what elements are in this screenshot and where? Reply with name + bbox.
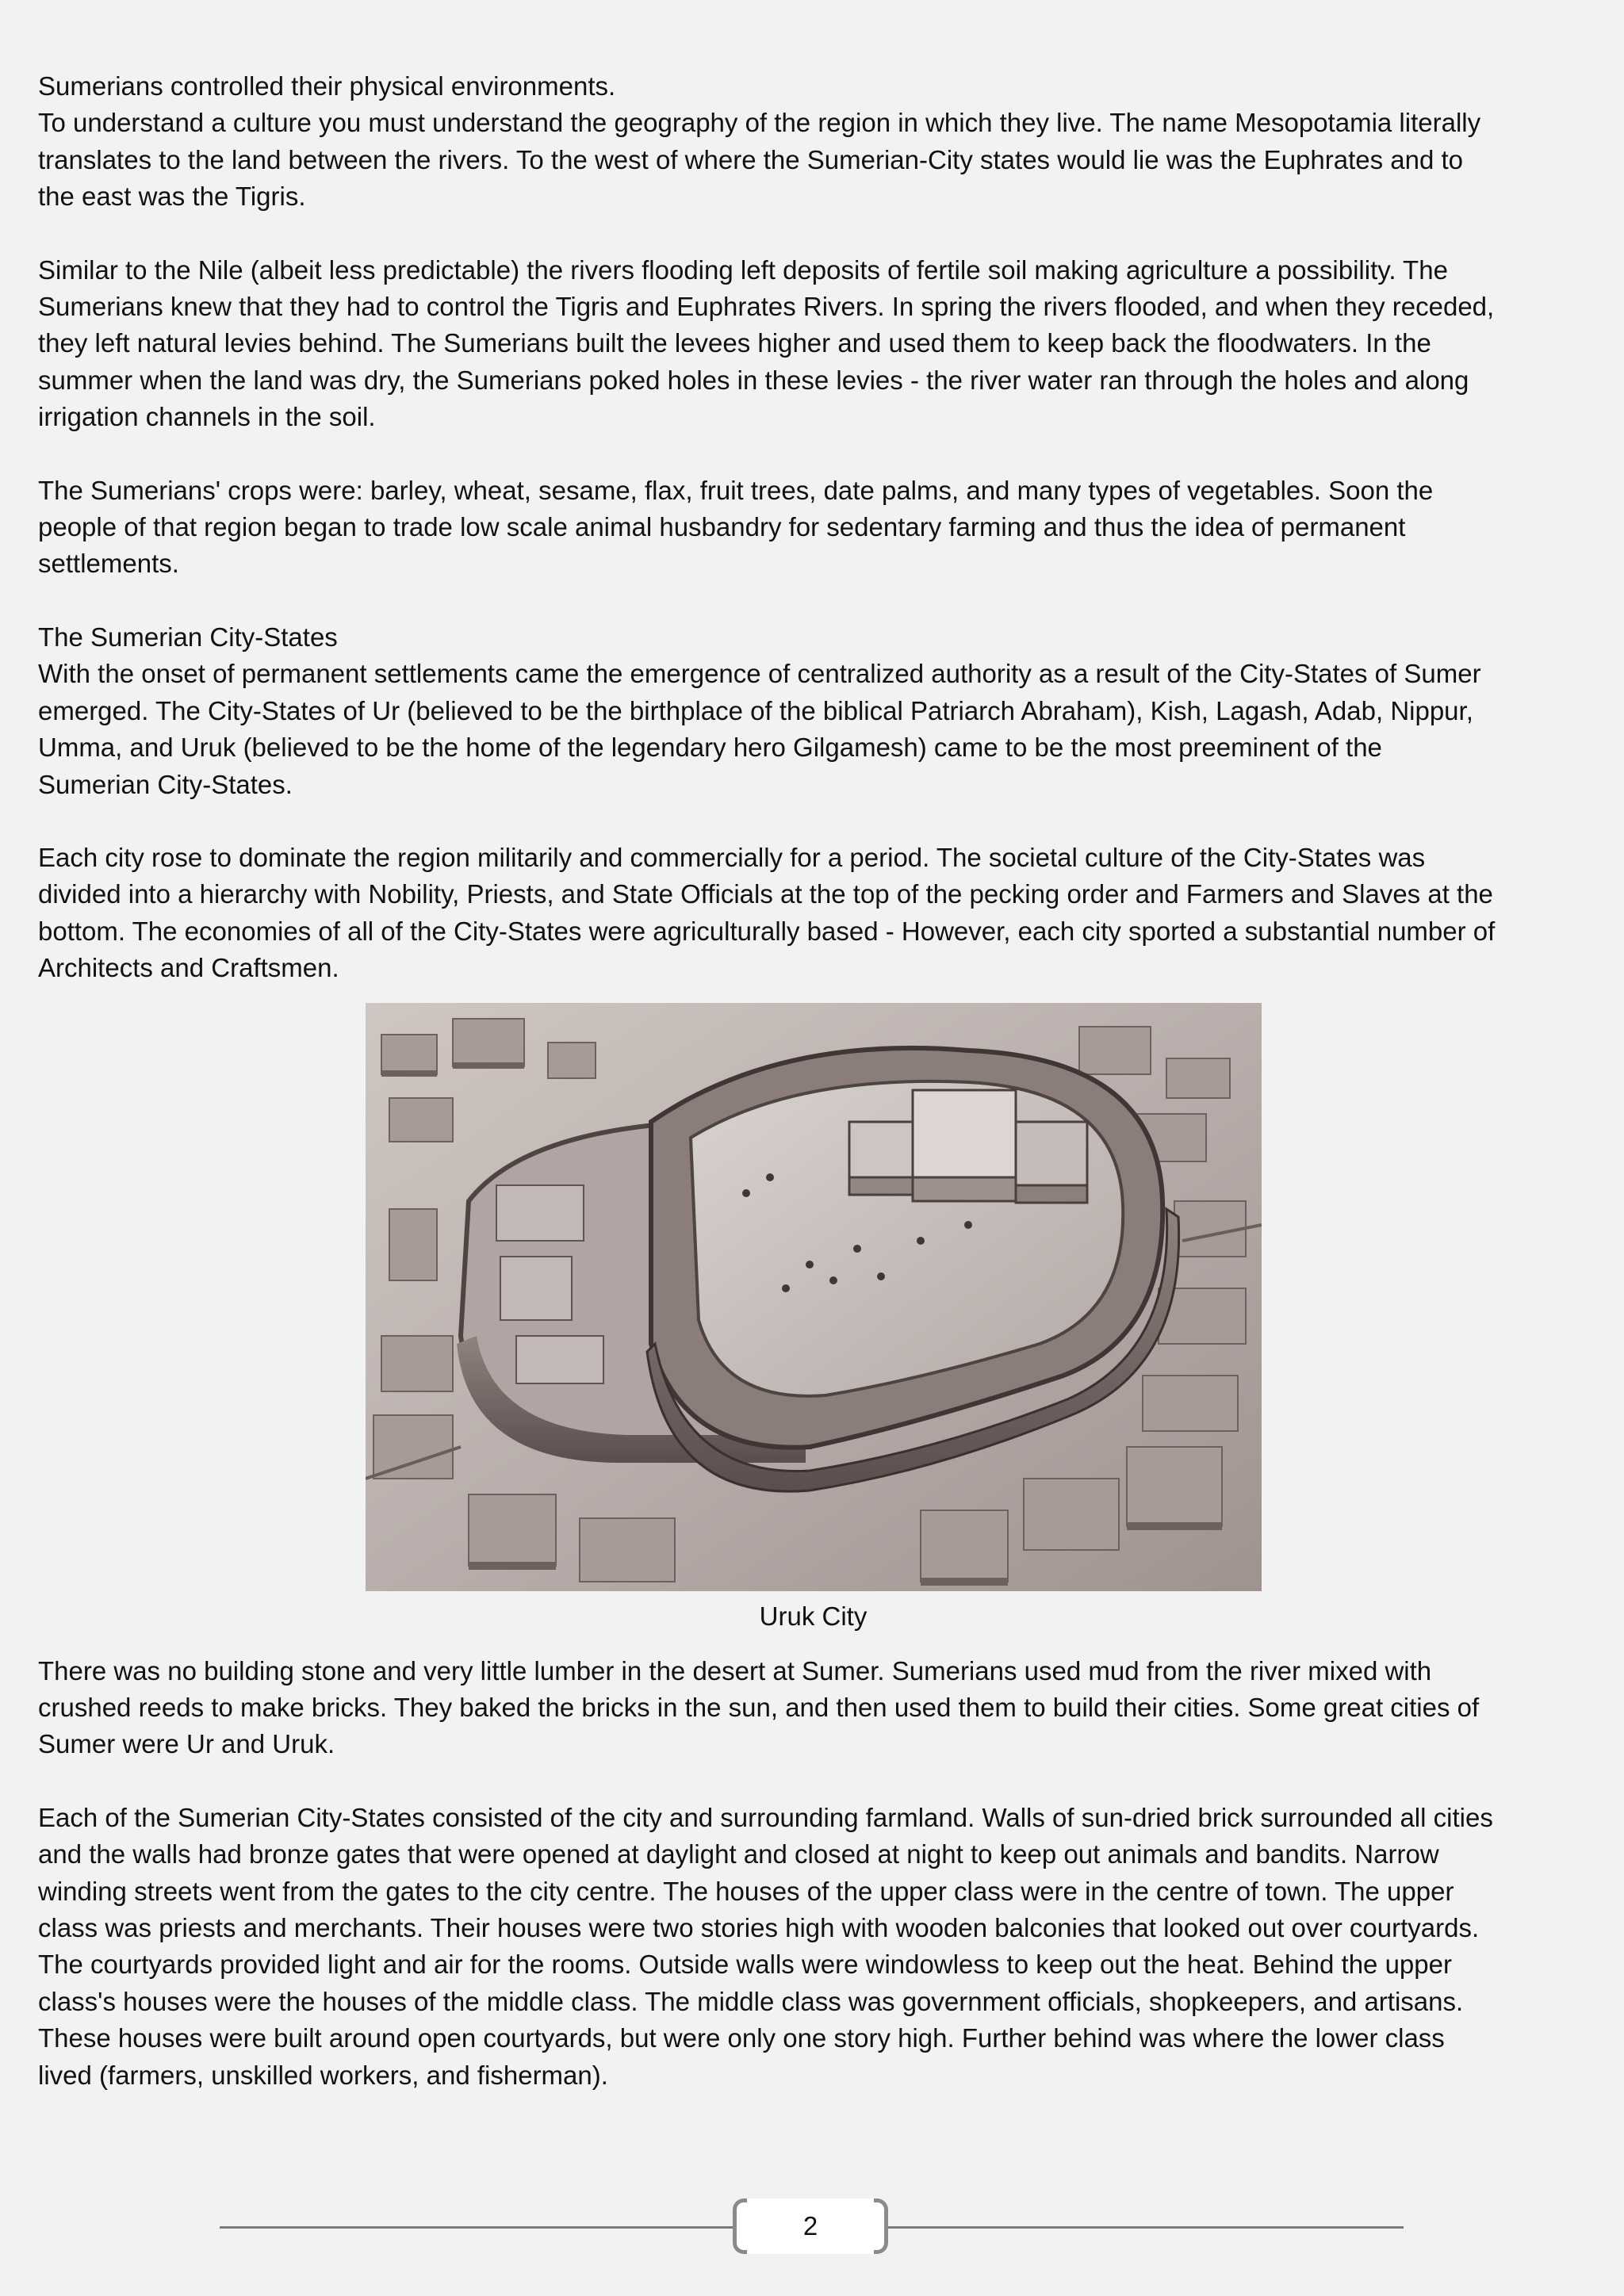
hierarchy-paragraph (38, 840, 1592, 987)
text-line: and the walls had bronze gates that were opened at daylight and closed at night to keep out animals and bandits. Narrow (38, 1839, 1439, 1869)
text-line: Each city rose to dominate the region militarily and commercially for a period. The societal culture of the City-States was (38, 842, 1426, 872)
uruk-city-illustration (366, 1003, 1262, 1591)
text-line: Sumer were Ur and Uruk. (38, 1729, 335, 1759)
text-line: The Sumerians' crops were: barley, wheat, sesame, flax, fruit trees, date palms, and many types of vegetables. Soon the (38, 475, 1434, 505)
text-line: Sumerians controlled their physical environments. (38, 71, 616, 101)
intro-paragraph (38, 68, 1592, 216)
text-line: translates to the land between the rivers. To the west of where the Sumerian-City states would lie was the Euphrates and to (38, 144, 1464, 174)
footer-rule-right (888, 2226, 1404, 2229)
text-line: divided into a hierarchy with Nobility, Priests, and State Officials at the top of the pecking order and Farmers and Slaves at the (38, 879, 1493, 909)
text-line: There was no building stone and very little lumber in the desert at Sumer. Sumerians used mud from the river mixed with (38, 1655, 1432, 1686)
uruk-city-figure (38, 1003, 1592, 1653)
nile-paragraph (38, 252, 1592, 436)
text-line: the east was the Tigris. (38, 182, 306, 212)
text-line: These houses were built around open courtyards, but were only one story high. Further behind was where the lower class (38, 2023, 1445, 2053)
text-line: emerged. The City-States of Ur (believed to be the birthplace of the biblical Patriarch Abraham), Kish, Lagash, Adab, Nippur, (38, 695, 1473, 725)
text-line: winding streets went from the gates to the city centre. The houses of the upper class were in the centre of town. The upper (38, 1876, 1454, 1906)
page-number: 2 (802, 2211, 818, 2241)
text-line: class was priests and merchants. Their houses were two stories high with wooden balconies that looked out over courtyards. (38, 1912, 1480, 1942)
text-line: Architects and Craftsmen. (38, 953, 339, 983)
page-footer (0, 2196, 1624, 2260)
text-line: Sumerian City-States. (38, 769, 293, 799)
text-line: Similar to the Nile (albeit less predictable) the rivers flooding left deposits of fertile soil making agriculture a possibility. The (38, 254, 1448, 285)
text-line: lived (farmers, unskilled workers, and fisherman). (38, 2060, 608, 2090)
text-line: bottom. The economies of all of the City-States were agriculturally based - However, each city sported a substantial number of (38, 916, 1496, 946)
text-line: irrigation channels in the soil. (38, 402, 376, 432)
text-line: class's houses were the houses of the middle class. The middle class was government officials, shopkeepers, and artisans. (38, 1986, 1464, 2016)
text-line: To understand a culture you must understand the geography of the region in which they live. The name Mesopotamia literally (38, 108, 1481, 138)
text-line: settlements. (38, 549, 179, 579)
text-line: they left natural levies behind. The Sumerians built the levees higher and used them to keep back the floodwaters. In the (38, 328, 1431, 358)
city-layout-paragraph (38, 1800, 1592, 2094)
text-line: Sumerians knew that they had to control the Tigris and Euphrates Rivers. In spring the rivers flooded, and when they receded, (38, 292, 1495, 322)
text-line: Umma, and Uruk (believed to be the home of the legendary hero Gilgamesh) came to be the most preeminent of the (38, 733, 1382, 763)
section-heading: The Sumerian City-States (38, 622, 338, 652)
text-line: summer when the land was dry, the Sumerians poked holes in these levies - the river water ran through the holes and along (38, 365, 1469, 395)
figure-caption: Uruk City (759, 1601, 868, 1631)
footer-rule-left (220, 2226, 733, 2229)
document-page (38, 68, 1592, 2130)
building-paragraph (38, 1653, 1592, 1763)
text-line: Each of the Sumerian City-States consisted of the city and surrounding farmland. Walls of sun-dried brick surrounded all cities (38, 1802, 1493, 1832)
text-line: The courtyards provided light and air for the rooms. Outside walls were windowless to keep out the heat. Behind the upper (38, 1950, 1452, 1980)
text-line: people of that region began to trade low scale animal husbandry for sedentary farming and thus the idea of permanent (38, 512, 1406, 542)
text-line: crushed reeds to make bricks. They baked the bricks in the sun, and then used them to build their cities. Some great cities of (38, 1692, 1480, 1722)
city-states-section (38, 619, 1592, 803)
crops-paragraph (38, 473, 1592, 583)
text-line: With the onset of permanent settlements came the emergence of centralized authority as a result of the City-States of Sumer (38, 659, 1481, 689)
